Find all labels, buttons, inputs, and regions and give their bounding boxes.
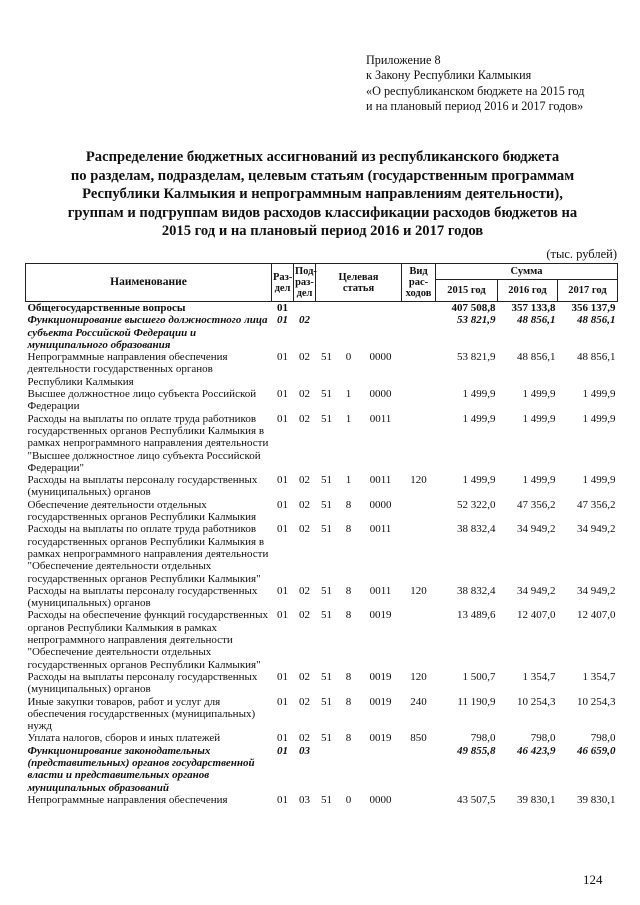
row-sum-2017: 34 949,2 (577, 523, 616, 536)
table-row (26, 732, 618, 744)
header-2017: 2017 год (558, 280, 618, 302)
row-sum-2017: 10 254,3 (577, 695, 616, 708)
row-name: Иные закупки товаров, работ и услуг для обеспечения государственных (муниципальных) нужд (27, 695, 256, 733)
budget-table (25, 263, 618, 806)
row-subsection: 02 (299, 388, 310, 401)
row-target-direction: 8 (345, 609, 352, 622)
row-target-code: 0011 (369, 412, 392, 425)
row-subsection: 02 (299, 609, 310, 622)
row-target-direction (338, 745, 360, 794)
row-sum-2016: 48 856,1 (517, 351, 556, 364)
row-section: 01 (277, 314, 288, 327)
row-target-code: 0011 (369, 474, 392, 487)
row-sum-2016: 10 254,3 (517, 695, 556, 708)
row-subsection (294, 302, 316, 315)
row-name: Уплата налогов, сборов и иных платежей (27, 732, 221, 745)
row-target-program: 51 (321, 498, 332, 511)
table-row (26, 523, 618, 584)
title-line: группам и подгруппам видов расходов классификации расходов бюджетов на (67, 204, 578, 221)
row-sum-2015: 1 499,9 (462, 474, 496, 487)
row-expense-type (402, 609, 436, 670)
row-target-direction: 0 (345, 793, 352, 806)
row-target-program: 51 (321, 695, 332, 708)
title-line: Республики Калмыкия и непрограммным направлениям деятельности), (82, 186, 563, 203)
header-target: Целевая статья (316, 264, 402, 302)
row-target-code (360, 314, 402, 351)
row-section: 01 (277, 793, 288, 806)
row-sum-2017: 46 659,0 (577, 744, 616, 757)
row-name: Расходы на выплаты по оплате труда работников государственных органов Республики Калмыкия в рамках непрограммного направления деятельности "Высшее должностное лицо субъекта Российской Федерации" (27, 412, 269, 474)
row-name: Функционирование законодательных (представительных) органов государственной власти и представительных органов муниципальных образований (27, 744, 255, 794)
row-sum-2017: 47 356,2 (577, 498, 616, 511)
row-subsection: 02 (299, 474, 310, 487)
row-section: 01 (277, 670, 288, 683)
row-target-code: 0019 (369, 695, 392, 708)
table-row (26, 388, 618, 413)
row-target-program: 51 (321, 523, 332, 536)
row-section: 01 (277, 584, 288, 597)
row-sum-2015: 38 832,4 (457, 523, 496, 536)
row-subsection: 02 (299, 695, 310, 708)
row-sum-2015: 38 832,4 (457, 584, 496, 597)
row-sum-2015: 1 499,9 (462, 388, 496, 401)
table-row (26, 609, 618, 670)
row-target-code: 0000 (369, 498, 392, 511)
row-target-program: 51 (321, 670, 332, 683)
row-expense-type: 240 (410, 695, 427, 708)
title-line: 2015 год и на плановый период 2016 и 2017 годов (161, 223, 484, 240)
header-name: Наименование (26, 264, 272, 302)
row-section: 01 (277, 498, 288, 511)
row-sum-2016: 34 949,2 (517, 584, 556, 597)
table-row (26, 671, 618, 696)
row-sum-2017: 48 856,1 (577, 314, 616, 327)
row-target-program: 51 (321, 351, 332, 364)
row-name: Высшее должностное лицо субъекта Российской Федерации (27, 388, 257, 413)
row-section: 01 (277, 412, 288, 425)
row-sum-2016: 1 499,9 (522, 474, 556, 487)
row-name: Функционирование высшего должностного лица субъекта Российской Федерации и муниципального образования (27, 314, 268, 351)
header-2015: 2015 год (436, 280, 498, 302)
row-subsection: 02 (299, 523, 310, 536)
row-target-code: 0000 (369, 388, 392, 401)
row-expense-type: 120 (410, 474, 427, 487)
row-sum-2016: 1 354,7 (522, 670, 556, 683)
table-row (26, 499, 618, 524)
row-sum-2015: 407 508,8 (451, 302, 496, 314)
row-sum-2016: 47 356,2 (517, 498, 556, 511)
row-sum-2017: 356 137,9 (571, 302, 616, 314)
row-expense-type (402, 745, 436, 794)
row-name: Расходы на обеспечение функций государственных органов Республики Калмыкия в рамках непрограммного направления деятельности "Обеспечение деятельности отдельных государственных органов Республики Калмыкия" (27, 609, 268, 671)
row-section: 01 (277, 474, 288, 487)
row-expense-type (402, 351, 436, 388)
row-sum-2016: 46 423,9 (517, 744, 556, 757)
row-section: 01 (277, 302, 288, 314)
row-name: Общегосударственные вопросы (27, 302, 186, 314)
row-target-code (360, 745, 402, 794)
row-target-direction: 1 (345, 388, 352, 401)
row-target-code: 0000 (369, 351, 392, 364)
row-subsection: 02 (299, 314, 310, 327)
row-target-program: 51 (321, 732, 332, 745)
row-sum-2017: 798,0 (590, 732, 616, 745)
row-name: Обеспечение деятельности отдельных государственных органов Республики Калмыкия (27, 498, 257, 524)
row-name: Непрограммные направления обеспечения (27, 793, 228, 806)
header-2016: 2016 год (498, 280, 558, 302)
row-expense-type (402, 794, 436, 806)
row-expense-type (402, 388, 436, 413)
table-row (26, 474, 618, 499)
row-target-program: 51 (321, 412, 332, 425)
row-name: Расходы на выплаты персоналу государственных (муниципальных) органов (27, 670, 258, 696)
page-number: 124 (583, 872, 603, 887)
row-section: 01 (277, 695, 288, 708)
table-row (26, 314, 618, 351)
row-sum-2015: 43 507,5 (457, 793, 496, 806)
table-row (26, 302, 618, 315)
row-sum-2015: 798,0 (470, 732, 496, 745)
row-target-code: 0011 (369, 584, 392, 597)
row-section: 01 (277, 388, 288, 401)
row-sum-2015: 53 821,9 (457, 351, 496, 364)
row-target-direction: 8 (345, 670, 352, 683)
row-target-direction: 8 (345, 695, 352, 708)
row-sum-2017: 1 499,9 (582, 474, 616, 487)
row-target-direction: 1 (345, 474, 352, 487)
row-subsection: 03 (299, 793, 310, 806)
row-expense-type (402, 413, 436, 474)
header-subsection: Под- раз- дел (294, 264, 316, 302)
row-sum-2015: 13 489,6 (457, 609, 496, 622)
row-target-program: 51 (321, 474, 332, 487)
row-target-code: 0011 (369, 523, 392, 536)
row-name: Расходы на выплаты по оплате труда работников государственных органов Республики Калмыкия в рамках непрограммного направления деятельности "Обеспечение деятельности отдельных государственных органов Республики Калмыкия" (27, 523, 269, 585)
row-target-direction: 8 (345, 584, 352, 597)
table-row (26, 351, 618, 388)
row-target-direction: 8 (345, 523, 352, 536)
document-title (40, 148, 605, 241)
row-target-code: 0019 (369, 670, 392, 683)
row-target-code: 0019 (369, 609, 392, 622)
appendix-line: к Закону Республики Калмыкия (366, 68, 532, 83)
appendix-line: Приложение 8 (366, 53, 441, 67)
row-sum-2017: 12 407,0 (577, 609, 616, 622)
row-target-direction: 8 (345, 498, 352, 511)
row-subsection: 03 (299, 744, 310, 757)
row-sum-2016: 48 856,1 (517, 314, 556, 327)
row-target-direction (338, 314, 360, 351)
row-section: 01 (277, 609, 288, 622)
row-sum-2015: 1 500,7 (462, 670, 496, 683)
row-sum-2016: 1 499,9 (522, 412, 556, 425)
units-label: (тыс. рублей) (546, 247, 617, 261)
row-target-code (360, 302, 402, 315)
row-expense-type (402, 314, 436, 351)
row-target-direction: 0 (345, 351, 352, 364)
row-expense-type: 120 (410, 670, 427, 683)
row-expense-type (402, 499, 436, 524)
row-target-program: 51 (321, 793, 332, 806)
row-subsection: 02 (299, 351, 310, 364)
row-sum-2017: 1 354,7 (582, 670, 616, 683)
row-target-program: 51 (321, 584, 332, 597)
header-sum: Сумма (436, 264, 618, 280)
row-target-direction (338, 302, 360, 315)
row-target-program: 51 (321, 609, 332, 622)
appendix-line: «О республиканском бюджете на 2015 год (366, 83, 585, 98)
row-sum-2016: 798,0 (530, 732, 556, 745)
row-name: Расходы на выплаты персоналу государственных (муниципальных) органов (27, 474, 258, 499)
row-target-program: 51 (321, 388, 332, 401)
table-row (26, 413, 618, 474)
row-sum-2017: 1 499,9 (582, 412, 616, 425)
row-sum-2016: 12 407,0 (517, 609, 556, 622)
row-target-code: 0000 (369, 793, 392, 806)
row-sum-2016: 39 830,1 (517, 793, 556, 806)
row-expense-type (402, 302, 436, 315)
row-subsection: 02 (299, 732, 310, 745)
row-target-direction: 8 (345, 732, 352, 745)
header-expense-type: Вид рас- ходов (402, 264, 436, 302)
row-sum-2017: 39 830,1 (577, 793, 616, 806)
row-expense-type: 120 (410, 584, 427, 597)
row-sum-2017: 48 856,1 (577, 351, 616, 364)
title-line: по разделам, подразделам, целевым статьям (государственным программам (70, 167, 575, 184)
appendix-reference (366, 53, 585, 115)
row-expense-type: 850 (410, 732, 427, 745)
row-target-code: 0019 (369, 732, 392, 745)
table-row (26, 794, 618, 806)
row-section: 01 (277, 351, 288, 364)
row-subsection: 02 (299, 584, 310, 597)
row-expense-type (402, 523, 436, 584)
header-section: Раз- дел (272, 264, 294, 302)
row-section: 01 (277, 744, 288, 757)
row-target-program (316, 302, 338, 315)
row-sum-2015: 1 499,9 (462, 412, 496, 425)
table-row (26, 745, 618, 794)
row-subsection: 02 (299, 412, 310, 425)
title-line: Распределение бюджетных ассигнований из республиканского бюджета (85, 149, 560, 165)
row-target-program (316, 314, 338, 351)
row-sum-2015: 11 190,9 (457, 695, 496, 708)
row-target-program (316, 745, 338, 794)
row-sum-2016: 1 499,9 (522, 388, 556, 401)
table-row (26, 696, 618, 733)
row-sum-2015: 52 322,0 (457, 498, 496, 511)
table-row (26, 585, 618, 610)
row-name: Расходы на выплаты персоналу государственных (муниципальных) органов (27, 584, 258, 610)
row-sum-2015: 49 855,8 (457, 744, 496, 757)
row-sum-2017: 1 499,9 (582, 388, 616, 401)
row-sum-2015: 53 821,9 (457, 314, 496, 327)
row-sum-2016: 357 133,8 (511, 302, 556, 314)
row-subsection: 02 (299, 498, 310, 511)
row-section: 01 (277, 523, 288, 536)
appendix-line: и на плановый период 2016 и 2017 годов» (366, 99, 584, 114)
row-section: 01 (277, 732, 288, 745)
row-target-direction: 1 (345, 412, 352, 425)
row-name: Непрограммные направления обеспечения деятельности государственных органов Республики Калмыкия (27, 351, 228, 388)
row-sum-2016: 34 949,2 (517, 523, 556, 536)
row-sum-2017: 34 949,2 (577, 584, 616, 597)
row-subsection: 02 (299, 670, 310, 683)
